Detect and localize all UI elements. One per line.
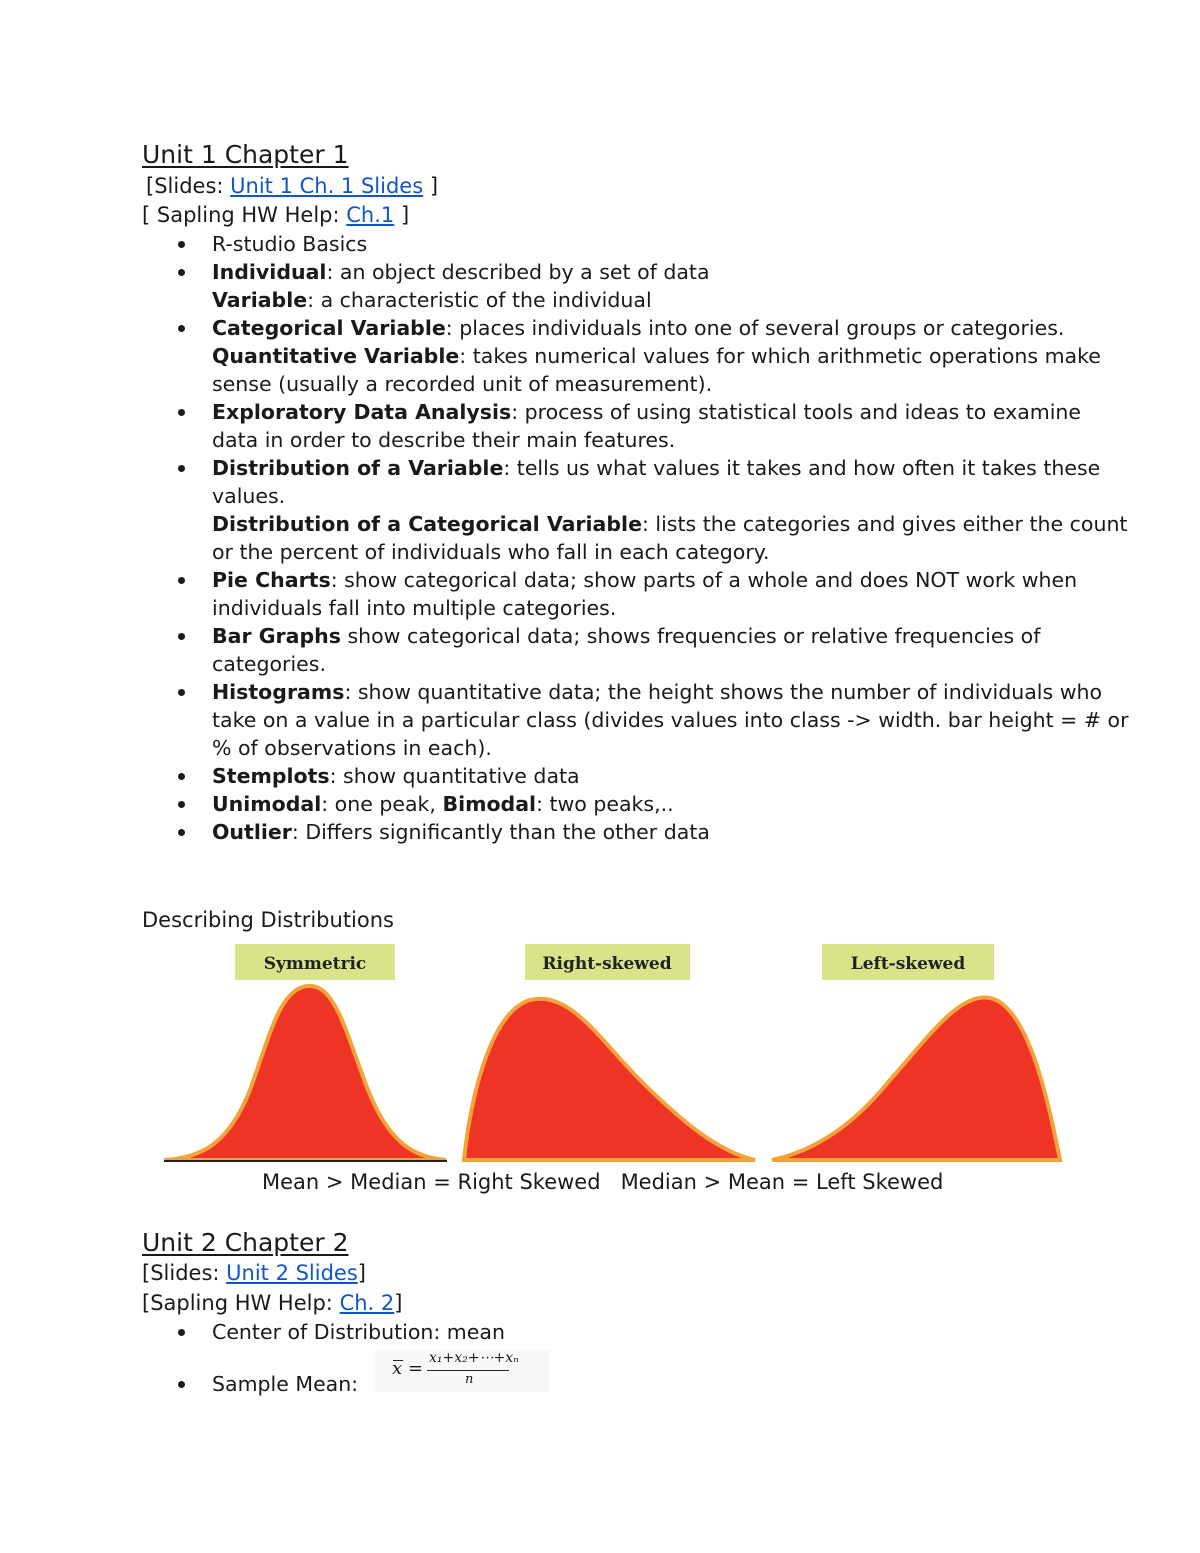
left-skewed-panel bbox=[772, 944, 1060, 1160]
list-item bbox=[212, 818, 1132, 846]
definition: : takes numerical values for which arithmetic operations make sense (usually a recorded unit of measurement). bbox=[212, 344, 1101, 396]
bullet-line bbox=[212, 510, 1132, 566]
term: Categorical Variable bbox=[212, 316, 446, 340]
formula-fraction-bar bbox=[427, 1370, 509, 1371]
list-item bbox=[212, 454, 1132, 566]
term: Stemplots bbox=[212, 764, 330, 788]
term: Outlier bbox=[212, 820, 292, 844]
bullet-line bbox=[212, 400, 1081, 452]
list-item bbox=[212, 762, 1132, 790]
unit2-sapling-link[interactable]: Ch. 2 bbox=[339, 1291, 395, 1315]
term: Bimodal bbox=[442, 792, 537, 816]
unit2-slides-ref bbox=[142, 1261, 366, 1285]
symmetric-curve bbox=[164, 986, 446, 1160]
list-item bbox=[212, 790, 1132, 818]
formula-numerator: x₁+x₂+⋯+xₙ bbox=[429, 1350, 519, 1366]
slides-prefix: [Slides: bbox=[142, 1261, 227, 1285]
definition: : Differs significantly than the other data bbox=[291, 820, 710, 844]
slides-prefix: [Slides: bbox=[146, 174, 231, 198]
bullet-line bbox=[212, 820, 710, 844]
definition: : lists the categories and gives either the count or the percent of individuals who fall in each category. bbox=[212, 512, 1128, 564]
unit2-slides-link[interactable]: Unit 2 Slides bbox=[226, 1261, 358, 1285]
list-item bbox=[212, 230, 1132, 258]
left-skewed-label: Left-skewed bbox=[850, 954, 966, 974]
slides-suffix: ] bbox=[357, 1261, 366, 1285]
term: Distribution of a Categorical Variable bbox=[212, 512, 642, 536]
sapling-prefix: [Sapling HW Help: bbox=[142, 1291, 340, 1315]
definition: : show quantitative data bbox=[329, 764, 580, 788]
definition: : places individuals into one of several groups or categories. bbox=[445, 316, 1065, 340]
definition: : an object described by a set of data bbox=[326, 260, 710, 284]
bullet-line bbox=[212, 456, 1100, 508]
formula-denominator: n bbox=[465, 1372, 474, 1387]
bullet-line bbox=[212, 260, 710, 284]
definition: show categorical data; shows frequencies or relative frequencies of categories. bbox=[212, 624, 1041, 676]
list-item bbox=[212, 678, 1132, 762]
unit1-sapling-ref bbox=[142, 203, 409, 227]
list-item bbox=[212, 1318, 1132, 1346]
sapling-suffix: ] bbox=[394, 203, 410, 227]
right-skewed-curve bbox=[464, 999, 755, 1160]
list-item bbox=[212, 398, 1132, 454]
symmetric-label: Symmetric bbox=[263, 954, 367, 974]
distributions-heading: Describing Distributions bbox=[142, 908, 394, 932]
term: Individual bbox=[212, 260, 327, 284]
slides-suffix: ] bbox=[423, 174, 439, 198]
term: Quantitative Variable bbox=[212, 344, 460, 368]
formula-x-bar: x bbox=[392, 1358, 403, 1379]
definition: R-studio Basics bbox=[212, 232, 368, 256]
distribution-shapes-diagram bbox=[160, 940, 1065, 1165]
bullet-line bbox=[212, 316, 1064, 340]
term: Exploratory Data Analysis bbox=[212, 400, 512, 424]
term: Histograms bbox=[212, 680, 345, 704]
left-skewed-curve bbox=[772, 997, 1060, 1160]
bullet-line bbox=[212, 232, 367, 256]
bullet-line bbox=[442, 792, 673, 816]
term: Distribution of a Variable bbox=[212, 456, 504, 480]
right-skewed-panel bbox=[464, 944, 755, 1160]
unit1-title: Unit 1 Chapter 1 bbox=[142, 140, 349, 169]
definition: : show quantitative data; the height shows the number of individuals who take on a value in a particular class (divides values into class -> width. bar height = # or % of observations in each). bbox=[212, 680, 1129, 760]
bullet-line bbox=[212, 342, 1132, 398]
sapling-prefix: [ Sapling HW Help: bbox=[142, 203, 347, 227]
bullet-line bbox=[212, 764, 580, 788]
right-skew-rule: Mean > Median = Right Skewed bbox=[262, 1170, 601, 1194]
definition: : show categorical data; show parts of a whole and does NOT work when individuals fall into multiple categories. bbox=[212, 568, 1078, 620]
list-item bbox=[212, 258, 1132, 314]
definition: : two peaks,.. bbox=[536, 792, 674, 816]
bullet-line bbox=[212, 792, 442, 816]
definition: : a characteristic of the individual bbox=[307, 288, 652, 312]
term: Bar Graphs bbox=[212, 624, 341, 648]
unit2-title: Unit 2 Chapter 2 bbox=[142, 1228, 349, 1257]
bullet-text: Sample Mean: bbox=[212, 1372, 359, 1396]
term: Pie Charts bbox=[212, 568, 331, 592]
list-item bbox=[212, 1370, 1132, 1398]
unit2-bullet-list bbox=[142, 1318, 1132, 1398]
definition: : one peak, bbox=[321, 792, 443, 816]
unit1-sapling-link[interactable]: Ch.1 bbox=[346, 203, 395, 227]
symmetric-panel bbox=[164, 944, 446, 1160]
bullet-line bbox=[212, 680, 1129, 760]
left-skew-rule: Median > Mean = Left Skewed bbox=[620, 1170, 944, 1194]
right-skewed-label: Right-skewed bbox=[542, 954, 672, 974]
list-item bbox=[212, 314, 1132, 398]
sapling-suffix: ] bbox=[394, 1291, 403, 1315]
unit1-bullet-list bbox=[142, 230, 1132, 846]
bullet-line bbox=[212, 286, 1132, 314]
bullet-text: Center of Distribution: mean bbox=[212, 1320, 505, 1344]
unit1-slides-ref bbox=[146, 174, 438, 198]
bullet-line bbox=[212, 568, 1077, 620]
formula-equals: = bbox=[408, 1358, 424, 1379]
skew-caption bbox=[262, 1170, 963, 1194]
list-item bbox=[212, 622, 1132, 678]
unit1-slides-link[interactable]: Unit 1 Ch. 1 Slides bbox=[230, 174, 424, 198]
term: Unimodal bbox=[212, 792, 322, 816]
sample-mean-formula bbox=[375, 1350, 550, 1392]
definition: : tells us what values it takes and how often it takes these values. bbox=[212, 456, 1101, 508]
list-item bbox=[212, 566, 1132, 622]
term: Variable bbox=[212, 288, 308, 312]
definition: : process of using statistical tools and ideas to examine data in order to describe their main features. bbox=[212, 400, 1082, 452]
bullet-line bbox=[212, 624, 1040, 676]
unit2-sapling-ref bbox=[142, 1291, 402, 1315]
